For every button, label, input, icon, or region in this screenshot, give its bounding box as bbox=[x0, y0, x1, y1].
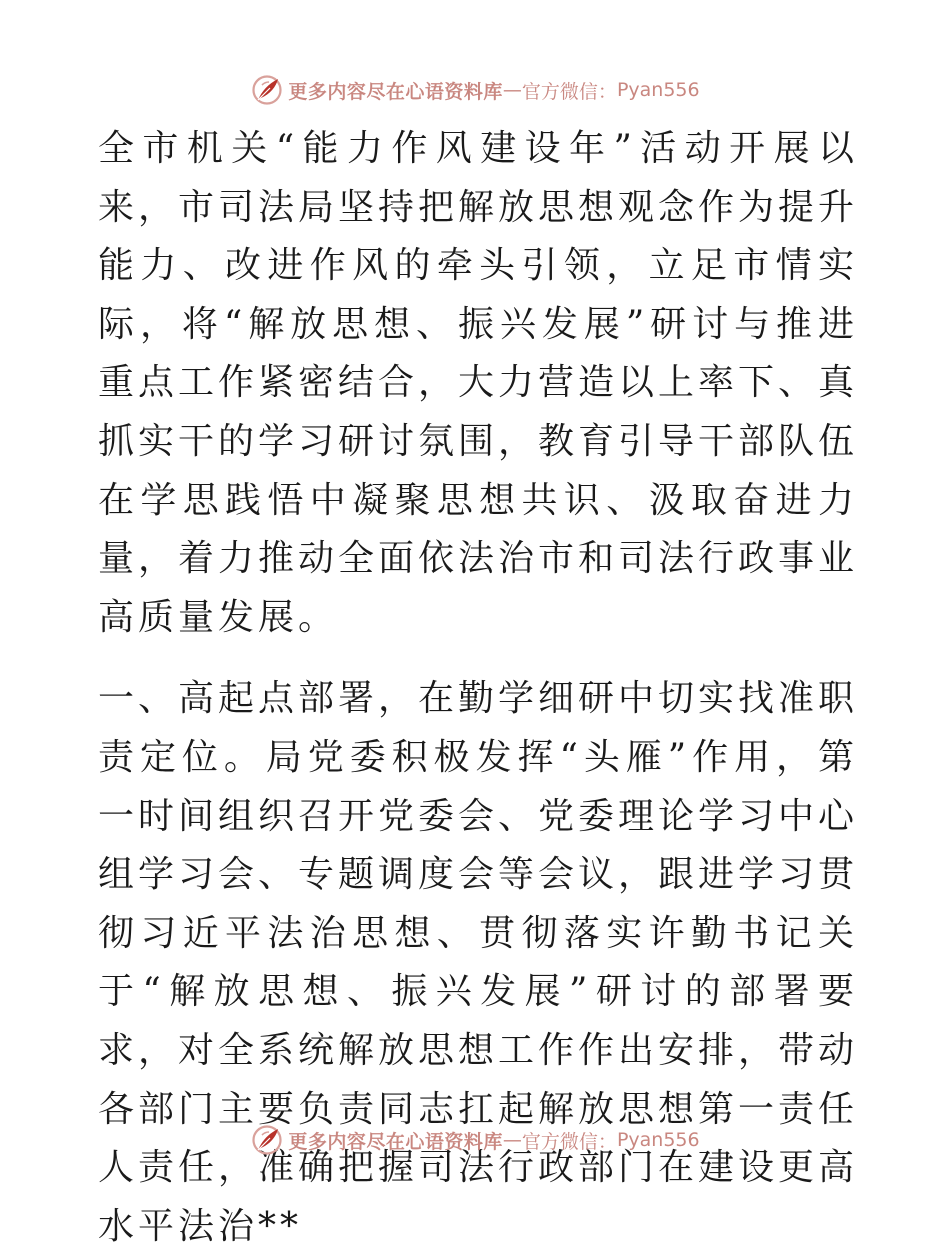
watermark-wechat-id: Pyan556 bbox=[616, 1129, 700, 1151]
feather-quill-logo-icon bbox=[250, 73, 284, 107]
watermark-site-name: 更多内容尽在心语资料库 bbox=[288, 1130, 503, 1153]
paragraph-intro: 全市机关“能力作风建设年”活动开展以来，市司法局坚持把解放思想观念作为提升能力、改进作风的牵头引领，立足市情实际，将“解放思想、振兴发展”研讨与推进重点工作紧密结合，大力营造以上率下、真抓实干的学习研讨氛围，教育引导干部队伍在学思践悟中凝聚思想共识、汲取奋进力量，着力推动全面依法治市和司法行政事业高质量发展。 bbox=[98, 128, 859, 638]
footer-watermark bbox=[0, 1120, 950, 1160]
watermark-dash: — bbox=[502, 1129, 522, 1151]
document-body bbox=[98, 120, 858, 1256]
watermark-wechat-label: 官方微信： bbox=[521, 1130, 617, 1153]
paragraph-section-one: 一、高起点部署，在勤学细研中切实找准职责定位。局党委积极发挥“头雁”作用，第一时间组织召开党委会、党委理论学习中心组学习会、专题调度会等会议，跟进学习贯彻习近平法治思想、贯彻落实许勤书记关于“解放思想、振兴发展”研讨的部署要求，对全系统解放思想工作作出安排，带动各部门主要负责同志扛起解放思想第一责任人责任，准确把握司法行政部门在建设更高水平法治** bbox=[98, 678, 859, 1247]
watermark-dash: — bbox=[502, 79, 522, 101]
watermark-site-name: 更多内容尽在心语资料库 bbox=[288, 80, 503, 103]
feather-quill-logo-icon bbox=[250, 1123, 284, 1157]
watermark-wechat-label: 官方微信： bbox=[521, 80, 617, 103]
header-watermark bbox=[0, 70, 950, 110]
watermark-wechat-id: Pyan556 bbox=[616, 79, 700, 101]
